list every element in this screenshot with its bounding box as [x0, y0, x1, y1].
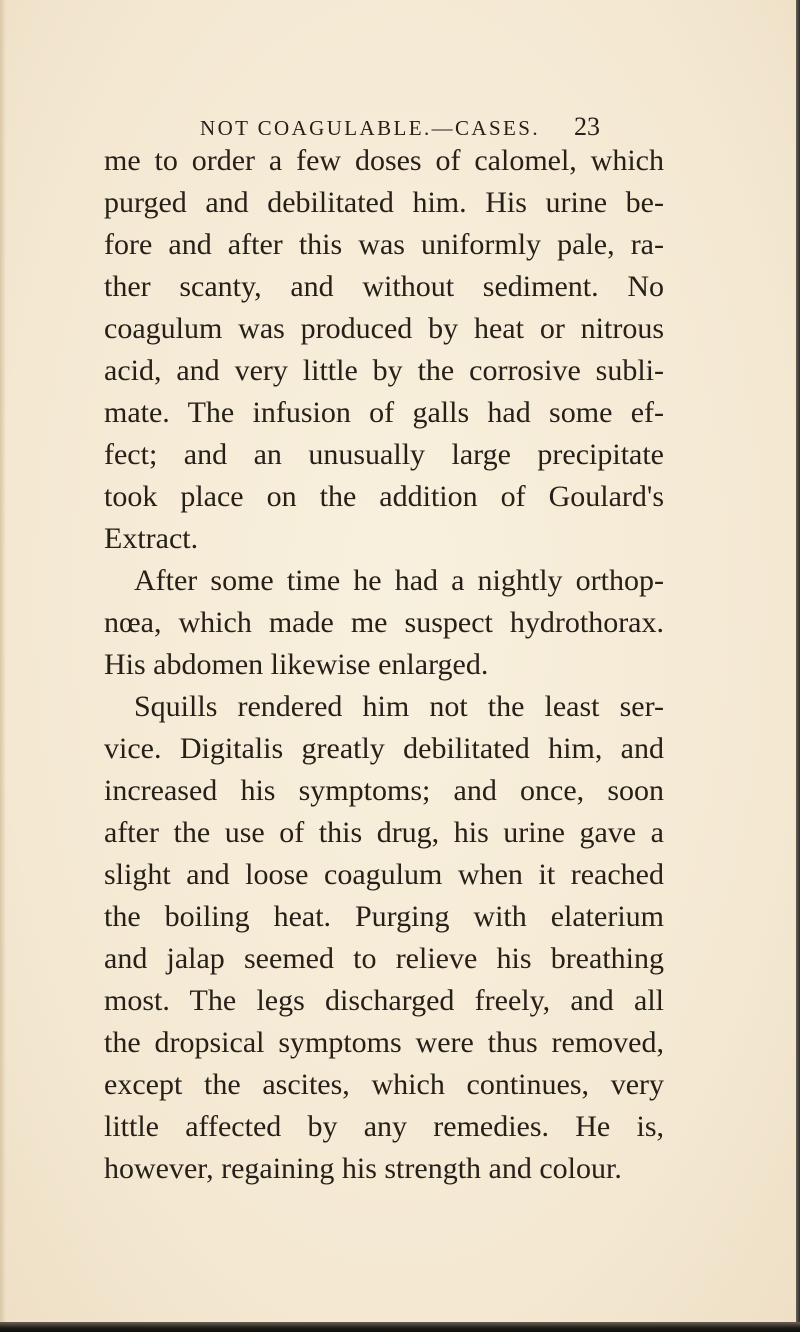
text-line: After some time he had a nightly orthop- — [134, 564, 664, 597]
text-line: purged and debilitated him. His urine be- — [104, 186, 664, 219]
running-head: NOT COAGULABLE.—CASES. — [200, 116, 541, 140]
text-line: fect; and an unusually large precipitate — [104, 438, 664, 471]
text-line: mate. The infusion of galls had some ef- — [104, 396, 664, 429]
page-bottom-edge — [0, 1322, 800, 1332]
text-line: most. The legs discharged freely, and all — [104, 984, 664, 1017]
text-line: Extract. — [104, 522, 199, 555]
text-line: His abdomen likewise enlarged. — [104, 648, 489, 681]
text-line: however, regaining his strength and colour. — [104, 1152, 622, 1185]
text-line: slight and loose coagulum when it reached — [104, 858, 664, 891]
text-line: little affected by any remedies. He is, — [104, 1110, 664, 1143]
text-line: coagulum was produced by heat or nitrous — [104, 312, 664, 345]
page-gutter-shadow — [0, 0, 6, 1332]
text-line: fore and after this was uniformly pale, ra- — [104, 228, 664, 261]
text-line: the boiling heat. Purging with elaterium — [104, 900, 664, 933]
text-line: increased his symptoms; and once, soon — [104, 774, 664, 807]
page-right-edge — [796, 0, 800, 1332]
text-line: ther scanty, and without sediment. No — [104, 270, 664, 303]
text-line: acid, and very little by the corrosive subli- — [104, 354, 664, 387]
text-line: took place on the addition of Goulard's — [104, 480, 664, 513]
text-line: vice. Digitalis greatly debilitated him, and — [104, 732, 664, 765]
text-line: after the use of this drug, his urine gave a — [104, 816, 664, 849]
text-line: the dropsical symptoms were thus removed, — [104, 1026, 664, 1059]
body-text — [104, 140, 664, 1190]
page-number: 23 — [574, 112, 600, 141]
text-line: nœa, which made me suspect hydrothorax. — [104, 606, 664, 639]
text-line: me to order a few doses of calomel, which — [104, 144, 664, 177]
text-line: except the ascites, which continues, very — [104, 1068, 664, 1101]
text-line: and jalap seemed to relieve his breathing — [104, 942, 664, 975]
text-line: Squills rendered him not the least ser- — [134, 690, 664, 723]
